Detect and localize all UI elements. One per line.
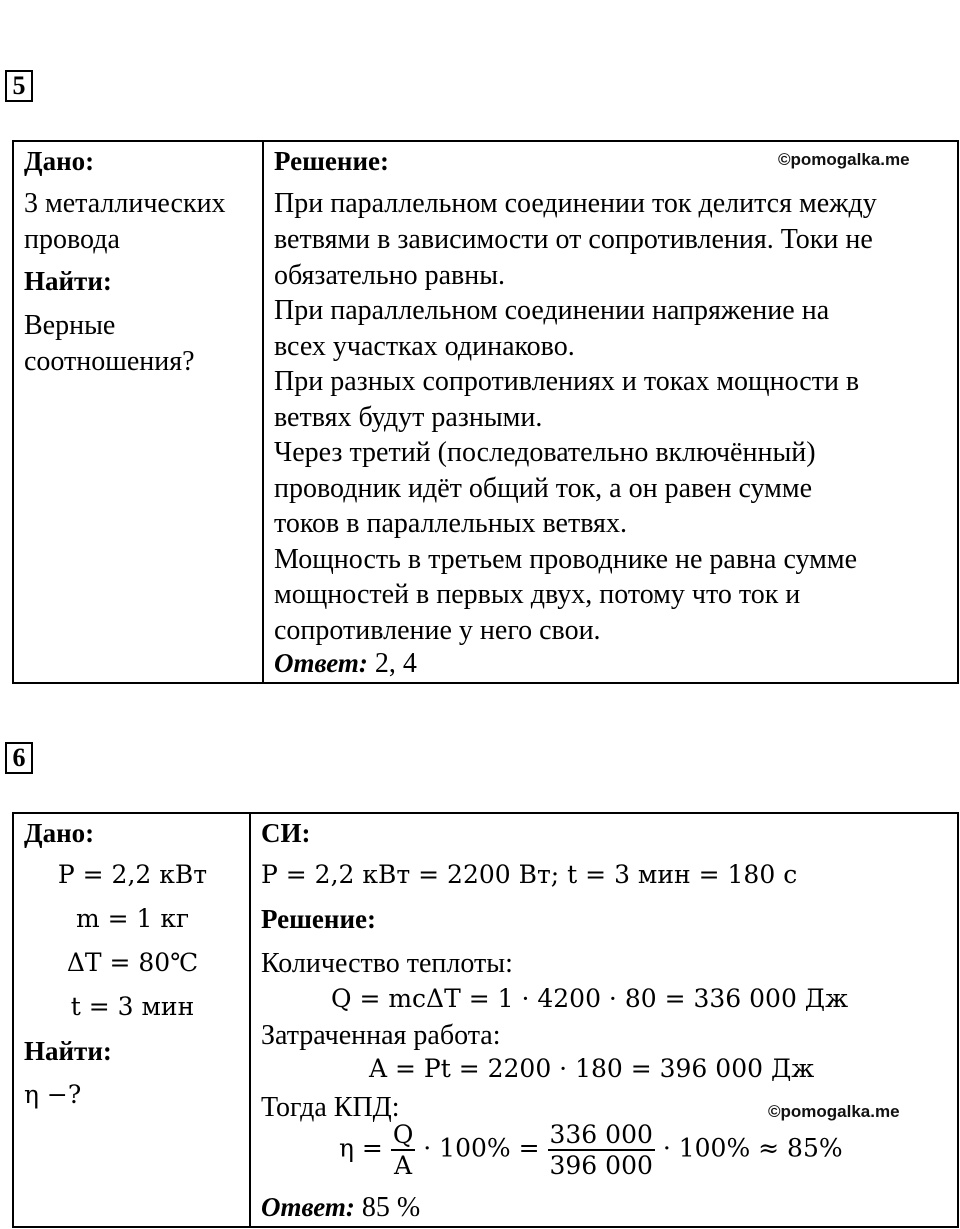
fraction-denominator: 396 000 [549,1151,653,1180]
solution-line: Мощность в третьем проводнике не равна сумме [274,544,858,575]
answer-label: Ответ: [274,648,368,678]
fraction-numerator: Q [392,1120,414,1149]
answer-value: 85 % [354,1192,421,1223]
answer-label: Ответ: [261,1192,355,1222]
si-label: СИ: [261,818,311,848]
watermark: ©pomogalka.me [778,150,910,169]
given-column [14,142,264,682]
formula-mid: · 100% = [423,1133,540,1163]
given-line: провода [24,224,120,255]
find-line: Верные [24,310,116,341]
solution-line: обязательно равны. [274,260,506,291]
work-formula: A = Pt = 2200 · 180 = 396 000 Дж [369,1054,815,1083]
solution-line: При параллельном соединении ток делится между [274,188,877,219]
fraction-numerator: 336 000 [549,1120,653,1149]
problem-number-5: 5 [5,70,33,102]
problem-number-6: 6 [5,742,33,774]
solution-line: Через третий (последовательно включённый) [274,437,816,468]
given-label: Дано: [24,146,95,176]
given-temp-change: ΔT = 80℃ [66,948,199,977]
solution-label: Решение: [274,146,389,176]
given-power: P = 2,2 кВт [57,860,208,889]
solution-label: Решение: [261,904,376,934]
solution-column [262,142,957,682]
given-mass: m = 1 кг [75,904,190,933]
heat-formula: Q = mcΔT = 1 · 4200 · 80 = 336 000 Дж [331,984,849,1013]
solution-line: всех участках одинаково. [274,331,575,362]
problem-6-table [12,812,959,1228]
si-conversion: P = 2,2 кВт = 2200 Вт; t = 3 мин = 180 с [261,860,798,889]
answer-value: 2, 4 [367,648,417,679]
answer-line [274,648,417,680]
solution-line: ветвями в зависимости от сопротивления. Токи не [274,224,873,255]
find-line: соотношения? [24,346,195,377]
find-label: Найти: [24,1036,112,1066]
fraction-denominator: A [391,1149,416,1180]
solution-line: мощностей в первых двух, потому что ток и [274,579,801,610]
solution-line: сопротивление у него свои. [274,615,601,646]
formula-rhs: · 100% ≈ 85% [662,1133,843,1163]
solution-line: проводник идёт общий ток, а он равен сумме [274,473,813,504]
fraction-values [548,1120,655,1180]
solution-line: При параллельном соединении напряжение на [274,295,830,326]
given-label: Дано: [24,818,95,848]
find-label: Найти: [24,266,112,296]
solution-line: При разных сопротивлениях и токах мощности в [274,366,860,397]
efficiency-label: Тогда КПД: [261,1092,400,1123]
formula-lhs: η = [339,1133,383,1163]
answer-line [261,1192,420,1224]
fraction-q-over-a [391,1120,416,1180]
solution-line: токов в параллельных ветвях. [274,508,627,539]
problem-5-table [12,140,959,684]
given-time: t = 3 мин [70,992,195,1021]
given-line: 3 металлических [24,188,226,219]
work-label: Затраченная работа: [261,1020,501,1051]
solution-line: ветвях будут разными. [274,402,543,433]
find-value: η −? [24,1080,82,1109]
solution-column [249,814,957,1226]
given-column [14,814,251,1226]
heat-label: Количество теплоты: [261,948,513,979]
efficiency-formula [339,1120,843,1180]
watermark: ©pomogalka.me [768,1102,900,1121]
